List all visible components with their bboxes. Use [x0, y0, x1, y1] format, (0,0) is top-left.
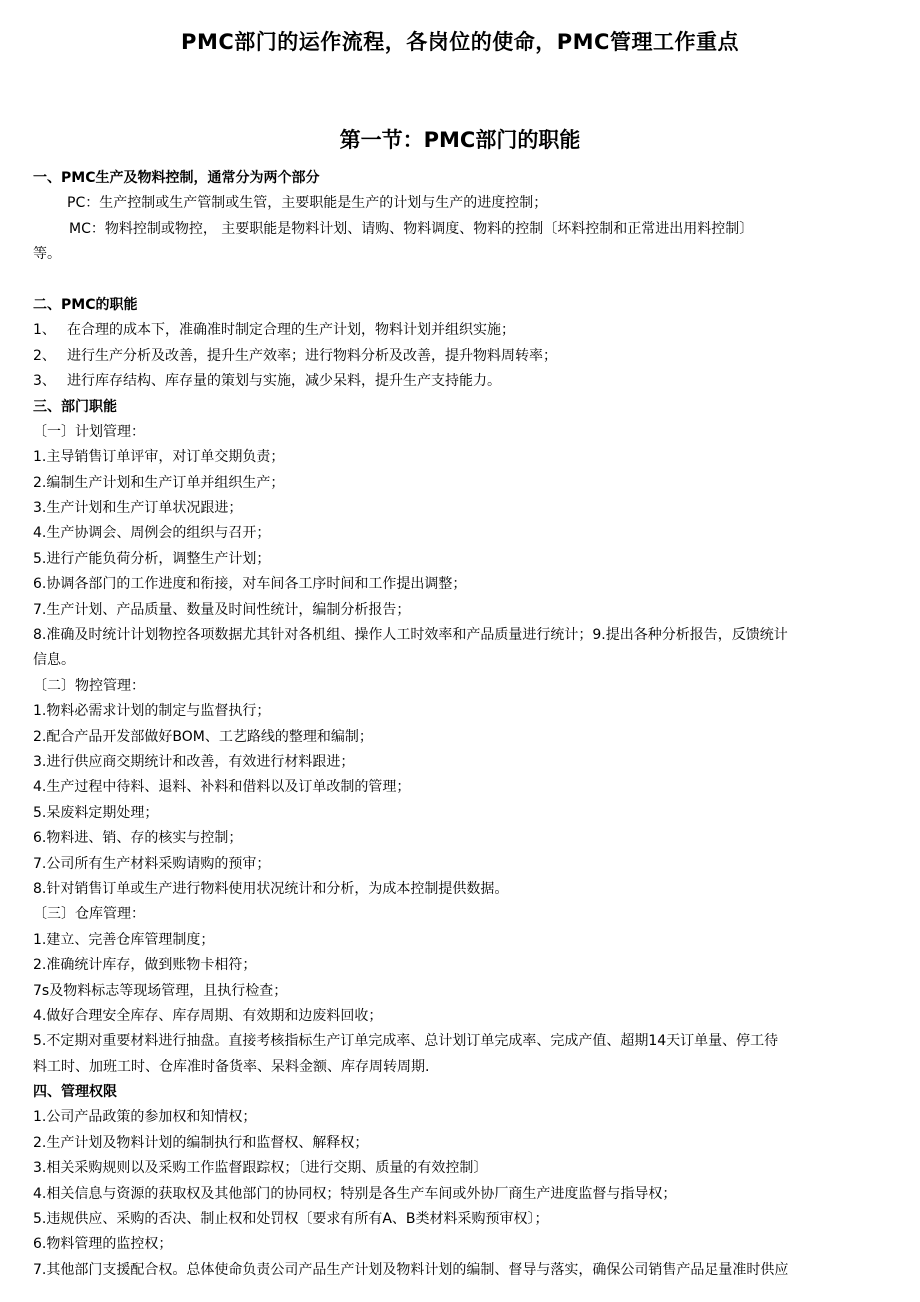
list-item: 4.相关信息与资源的获取权及其他部门的协同权；特别是各生产车间或外协厂商生产进度监督与指导权； [33, 1185, 677, 1202]
section-title: 第一节：PMC部门的职能 [339, 128, 581, 152]
spacer [33, 268, 903, 293]
part4-heading: 四、管理权限 [33, 1084, 117, 1101]
list-item [33, 318, 903, 343]
item-text: 进行库存结构、库存量的策划与实施，减少呆料，提升生产支持能力。 [67, 373, 501, 390]
item-number: 2、 [33, 347, 56, 364]
part3-heading: 三、部门职能 [33, 398, 117, 415]
mc-definition-line2: 等。 [33, 246, 61, 263]
list-item: 7s及物料标志等现场管理，且执行检查； [33, 982, 288, 999]
list-item: 6.物料管理的监控权； [33, 1236, 173, 1253]
list-item: 1.建立、完善仓库管理制度； [33, 931, 215, 948]
part2-heading: 二、PMC的职能 [33, 296, 138, 313]
list-item: 7.其他部门支援配合权。总体使命负责公司产品生产计划及物料计划的编制、督导与落实，确保公司销售产品足量准时供应 [33, 1261, 789, 1278]
item-text: 进行生产分析及改善，提升生产效率；进行物料分析及改善，提升物料周转率； [67, 347, 557, 364]
list-item: 5.呆废料定期处理； [33, 804, 159, 821]
list-item: 3.进行供应商交期统计和改善，有效进行材料跟进； [33, 753, 355, 770]
list-item: 2.生产计划及物料计划的编制执行和监督权、解释权； [33, 1134, 369, 1151]
plan-management-heading: 〔一〕计划管理： [33, 423, 145, 440]
list-item-5-line1: 5.不定期对重要材料进行抽盘。直接考核指标生产订单完成率、总计划订单完成率、完成产值、超期14天订单量、停工待 [33, 1033, 779, 1050]
list-item: 6.物料进、销、存的核实与控制； [33, 830, 243, 847]
mc-definition-line1: MC：物料控制或物控， 主要职能是物料计划、请购、物料调度、物料的控制〔坏料控制和正常进出用料控制〕 [69, 220, 754, 237]
list-item: 1.公司产品政策的参加权和知情权； [33, 1109, 257, 1126]
item-number: 3、 [33, 373, 56, 390]
part1-heading: 一、PMC生产及物料控制，通常分为两个部分 [33, 170, 320, 186]
list-item [33, 369, 903, 394]
list-item-8-line2: 信息。 [33, 652, 75, 669]
warehouse-management-heading: 〔三〕仓库管理： [33, 906, 145, 923]
list-item: 4.生产协调会、周例会的组织与召开； [33, 525, 271, 542]
pc-definition: PC：生产控制或生产管制或生管，主要职能是生产的计划与生产的进度控制； [67, 195, 548, 212]
list-item: 4.生产过程中待料、退料、补料和借料以及订单改制的管理； [33, 779, 411, 796]
list-item: 6.协调各部门的工作进度和衔接，对车间各工序时间和工作提出调整； [33, 576, 467, 593]
list-item: 4.做好合理安全库存、库存周期、有效期和边废料回收； [33, 1007, 383, 1024]
material-control-heading: 〔二〕物控管理： [33, 677, 145, 694]
list-item: 3.相关采购规则以及采购工作监督跟踪权；〔进行交期、质量的有效控制〕 [33, 1160, 488, 1177]
list-item: 2.编制生产计划和生产订单并组织生产； [33, 474, 285, 491]
list-item: 7.生产计划、产品质量、数量及时间性统计，编制分析报告； [33, 601, 411, 618]
list-item-8-line1: 8.准确及时统计计划物控各项数据尤其针对各机组、操作人工时效率和产品质量进行统计；9.提出各种分析报告，反馈统计 [33, 627, 788, 644]
list-item: 7.公司所有生产材料采购请购的预审； [33, 855, 271, 872]
document-body [33, 166, 903, 1283]
list-item: 5.违规供应、采购的否决、制止权和处罚权〔要求有所有A、B类材料采购预审权〕； [33, 1211, 549, 1228]
list-item: 2.准确统计库存，做到账物卡相符； [33, 957, 257, 974]
list-item: 2.配合产品开发部做好BOM、工艺路线的整理和编制； [33, 728, 373, 745]
list-item: 3.生产计划和生产订单状况跟进； [33, 500, 243, 517]
item-number: 1、 [33, 322, 56, 339]
list-item: 1.物料必需求计划的制定与监督执行； [33, 703, 271, 720]
item-text: 在合理的成本下，准确准时制定合理的生产计划，物料计划并组织实施； [67, 322, 515, 339]
list-item [33, 344, 903, 369]
list-item: 8.针对销售订单或生产进行物料使用状况统计和分析，为成本控制提供数据。 [33, 880, 509, 897]
list-item-5-line2: 料工时、加班工时、仓库准时备货率、呆料金额、库存周转周期. [33, 1058, 430, 1075]
list-item: 1.主导销售订单评审，对订单交期负责； [33, 449, 285, 466]
list-item: 5.进行产能负荷分析，调整生产计划； [33, 550, 271, 567]
document-title: PMC部门的运作流程，各岗位的使命，PMC管理工作重点 [181, 30, 739, 54]
